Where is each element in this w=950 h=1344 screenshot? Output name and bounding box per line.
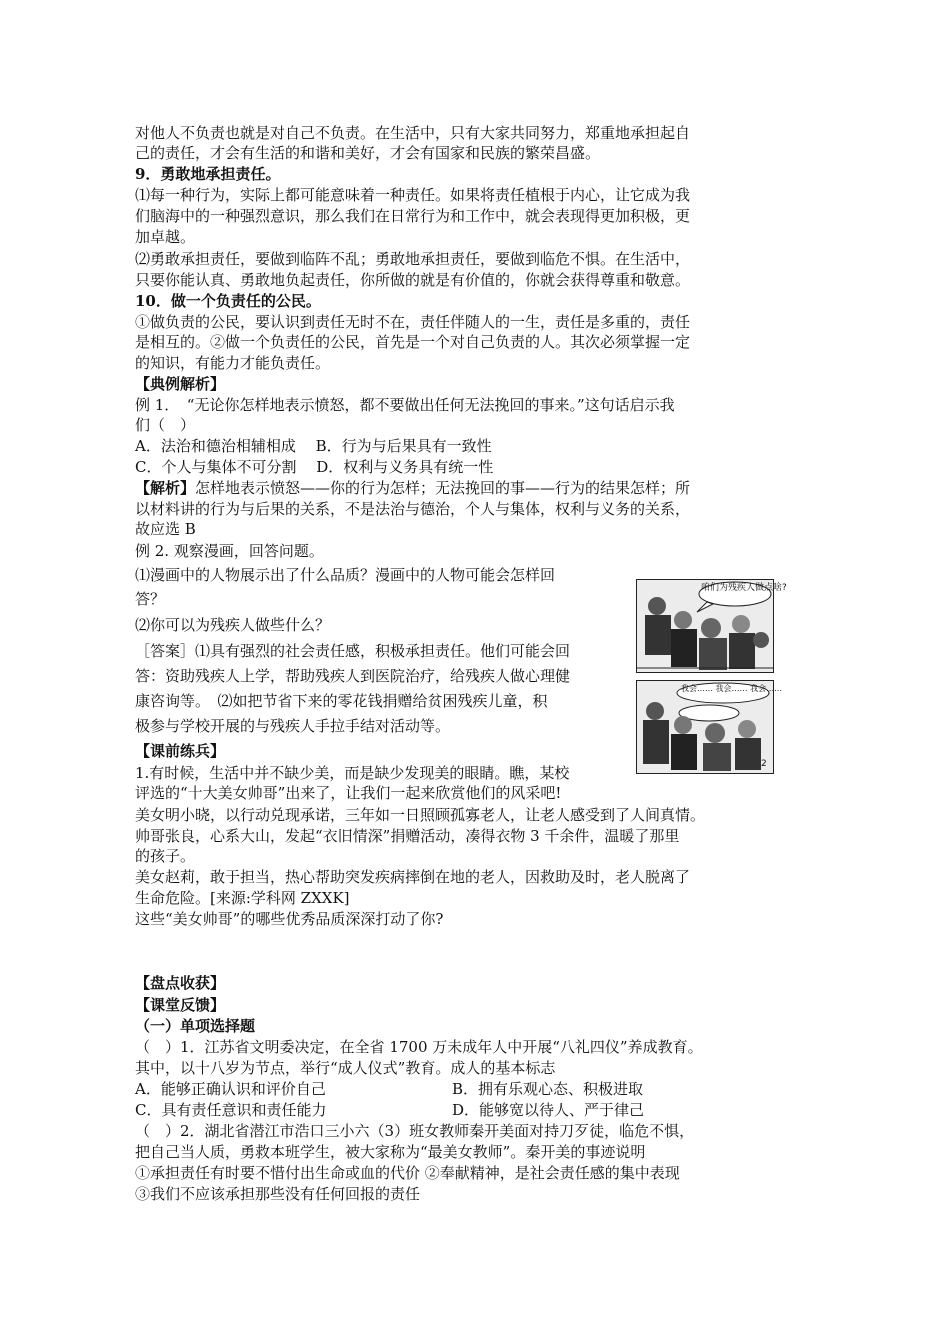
- analysis-line: [135, 478, 690, 498]
- example-1-options: A．法治和德治相辅相成 B．行为与后果具有一致性: [135, 437, 492, 455]
- section-heading-10: 10．做一个负责任的公民。: [135, 292, 321, 310]
- paragraph-line: 帅哥张良，心系大山，发起“衣旧情深”捐赠活动，凑得衣物 3 千余件，温暖了那里: [135, 827, 680, 845]
- comic-bottom-bubble: 我会…… 我会…… 我会……: [681, 684, 783, 693]
- answer-line: 极参与学校开展的与残疾人手拉手结对活动等。: [135, 717, 451, 735]
- choice-statement: ③我们不应该承担那些没有任何回报的责任: [135, 1185, 421, 1203]
- comic-top-bubble: 咱们为残疾人做点啥?: [701, 583, 787, 593]
- paragraph-line: 生命危险。[来源:学科网 ZXXK]: [135, 889, 350, 907]
- paragraph-line: 只要你能认真、勇敢地负起责任，你所做的就是有价值的，你就会获得尊重和敬意。: [135, 271, 691, 289]
- example-1-question: 例 1． “无论你怎样地表示愤怒，都不要做出任何无法挽回的事来。”这句话启示我: [135, 396, 675, 414]
- choice-question-1: 其中，以十八岁为节点，举行“成人仪式”教育。成人的基本标志: [135, 1059, 556, 1077]
- question-line: ⑵你可以为残疾人做些什么？: [135, 616, 331, 634]
- example-2-heading: 例 2. 观察漫画，回答问题。: [135, 542, 324, 560]
- choice-option-a: A．能够正确认识和评价自己: [135, 1080, 326, 1098]
- section-heading-example: 【典例解析】: [135, 375, 226, 393]
- comic-panel-number: 2: [761, 759, 767, 769]
- choice-question-2: 把自己当人质，勇救本班学生，被大家称为“最美女教师”。秦开美的事迹说明: [135, 1143, 646, 1161]
- paragraph-line: ①做负责的公民，要认识到责任无时不在，责任伴随人的一生，责任是多重的，责任: [135, 313, 691, 331]
- answer-line: ［答案］⑴具有强烈的社会责任感，积极承担责任。他们可能会回: [135, 642, 571, 660]
- example-1-options: C．个人与集体不可分割 D．权利与义务具有统一性: [135, 458, 494, 476]
- answer-line: 康咨询等。 ⑵如把节省下来的零花钱捐赠给贫困残疾儿童，积: [135, 692, 548, 710]
- paragraph-line: 的孩子。: [135, 847, 196, 865]
- comic-panel-bottom: [636, 680, 783, 774]
- paragraph-line: 评选的“十大美女帅哥”出来了，让我们一起来欣赏他们的风采吧!: [135, 784, 562, 802]
- paragraph-line: 美女赵莉，敢于担当，热心帮助突发疾病摔倒在地的老人，因救助及时，老人脱离了: [135, 868, 691, 886]
- paragraph-line: 1.有时候，生活中并不缺少美，而是缺少发现美的眼睛。瞧，某校: [135, 764, 570, 782]
- choice-option-c: C．具有责任意识和责任能力: [135, 1101, 327, 1119]
- paragraph-line: 是相互的。②做一个负责任的公民，首先是一个对自己负责的人。其次必须掌握一定: [135, 333, 691, 351]
- paragraph-line: 对他人不负责也就是对自己不负责。在生活中，只有大家共同努力，郑重地承担起自: [135, 124, 691, 142]
- section-heading-single-choice: （一）单项选择题: [135, 1017, 256, 1035]
- analysis-label: 【解析】: [135, 479, 196, 497]
- paragraph-line: 这些“美女帅哥”的哪些优秀品质深深打动了你?: [135, 910, 444, 928]
- choice-question-1: （ ）1．江苏省文明委决定，在全省 1700 万未成年人中开展“八礼四仪”养成教育。: [135, 1038, 703, 1056]
- paragraph-line: 以材料讲的行为与后果的关系，不是法治与德治，个人与集体，权利与义务的关系，: [135, 500, 691, 518]
- paragraph-line: 加卓越。: [135, 228, 196, 246]
- question-line: ⑴漫画中的人物展示出了什么品质？漫画中的人物可能会怎样回: [135, 566, 556, 584]
- comic-panel-top: [636, 579, 787, 673]
- choice-statement: ①承担责任有时要不惜付出生命或血的代价 ②奉献精神，是社会责任感的集中表现: [135, 1164, 680, 1182]
- choice-option-b: B．拥有乐观心态、积极进取: [452, 1080, 644, 1098]
- paragraph-line: 故应选 B: [135, 520, 196, 538]
- comic-drawing-bottom: [637, 681, 773, 773]
- paragraph-line: 美女明小晓，以行动兑现承诺，三年如一日照顾孤寡老人，让老人感受到了人间真情。: [135, 806, 706, 824]
- question-line: 答？: [135, 590, 166, 608]
- paragraph-line: 们脑海中的一种强烈意识，那么我们在日常行为和工作中，就会表现得更加积极，更: [135, 207, 691, 225]
- choice-option-d: D．能够宽以待人、严于律己: [452, 1101, 645, 1119]
- choice-question-2: （ ）2．湖北省潜江市浩口三小六（3）班女教师秦开美面对持刀歹徒，临危不惧，: [135, 1122, 695, 1140]
- paragraph-line: ⑴每一种行为，实际上都可能意味着一种责任。如果将责任植根于内心，让它成为我: [135, 186, 691, 204]
- section-heading-pre-class: 【课前练兵】: [135, 742, 226, 760]
- answer-line: 答：资助残疾人上学，帮助残疾人到医院治疗，给残疾人做心理健: [135, 667, 571, 685]
- example-1-question: 们（ ）: [135, 416, 196, 434]
- section-heading-summary: 【盘点收获】: [135, 974, 226, 992]
- section-heading-9: 9．勇敢地承担责任。: [135, 165, 281, 183]
- analysis-text: 怎样地表示愤怒——你的行为怎样；无法挽回的事——行为的结果怎样；所: [195, 479, 691, 497]
- paragraph-line: 的知识，有能力才能负责任。: [135, 354, 331, 372]
- paragraph-line: 己的责任，才会有生活的和谐和美好，才会有国家和民族的繁荣昌盛。: [135, 144, 601, 162]
- section-heading-feedback: 【课堂反馈】: [135, 996, 226, 1014]
- paragraph-line: ⑵勇敢承担责任，要做到临阵不乱；勇敢地承担责任，要做到临危不惧。在生活中，: [135, 250, 691, 268]
